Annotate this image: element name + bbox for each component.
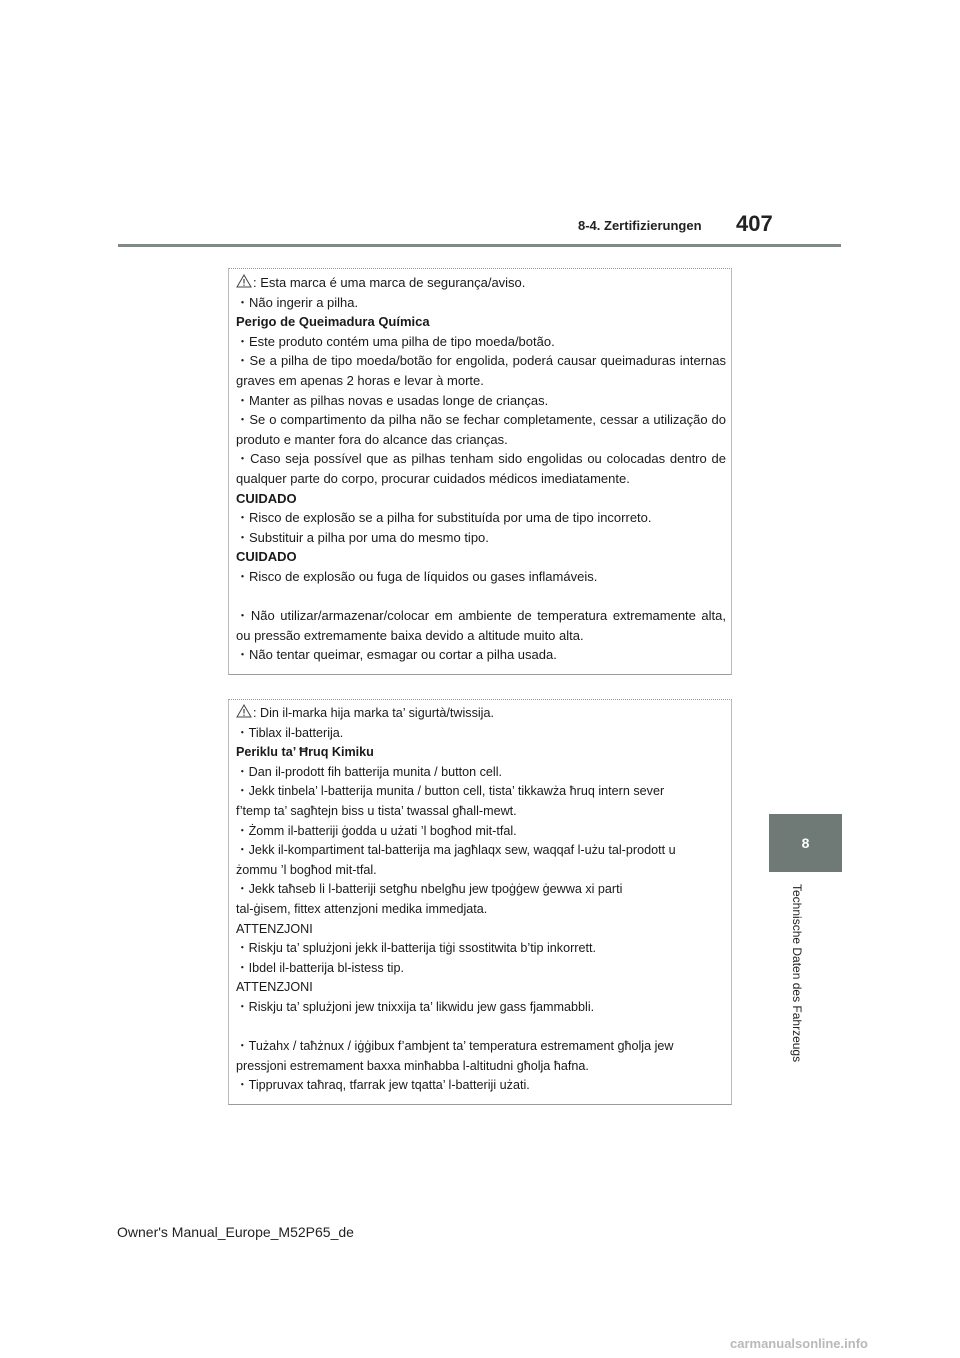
warning-line [236, 273, 726, 293]
contains-line: ・Este produto contém uma pilha de tipo moeda/botão. [236, 333, 555, 349]
keep-away-line: ・Manter as pilhas novas e usadas longe de crianças. [236, 392, 549, 408]
swallowed-paragraph: ・Se a pilha de tipo moeda/botão for engolida, poderá causar queimaduras internas graves em apenas 2 horas e levar à morte. [236, 353, 726, 388]
compartment-line-2: żommu ’l bogħod mit-tfal. [236, 862, 377, 877]
temperature-line-1: ・Tużahx / taħżnux / iġġibux f’ambjent ta’ temperatura estremament għolja jew [236, 1039, 674, 1054]
caution-heading-2: CUIDADO [236, 549, 297, 565]
caution-heading-2: ATTENZJONI [236, 980, 313, 995]
warning-text: : Esta marca é uma marca de segurança/aviso. [253, 275, 526, 290]
warning-line [236, 704, 726, 724]
warning-triangle-icon [236, 704, 252, 718]
footer-doc-id: Owner's Manual_Europe_M52P65_de [117, 1224, 354, 1240]
temperature-paragraph: ・Não utilizar/armazenar/colocar em ambiente de temperatura extremamente alta, ou pressão extremamente baixa devido a altitude muito alta. [236, 608, 726, 643]
burn-heading: Periklu ta’ Ħruq Kimiku [236, 745, 374, 760]
chapter-number: 8 [801, 835, 810, 851]
spacer [236, 587, 726, 607]
contains-line: ・Dan il-prodott fih batterija munita / button cell. [236, 764, 502, 779]
warning-triangle-icon [236, 274, 252, 288]
caution-heading-1: CUIDADO [236, 490, 297, 506]
compartment-line-1: ・Jekk il-kompartiment tal-batterija ma jagħlaqx sew, waqqaf l-użu tal-prodott u [236, 843, 676, 858]
replace-line: ・Ibdel il-batterija bl-istess tip. [236, 960, 404, 975]
explosion-line-2: ・Risco de explosão ou fuga de líquidos ou gases inflamáveis. [236, 568, 598, 584]
no-ingest-line: ・Tiblax il-batterija. [236, 725, 344, 740]
no-burn-line: ・Não tentar queimar, esmagar ou cortar a pilha usada. [236, 647, 557, 663]
watermark: carmanualsonline.info [730, 1336, 868, 1351]
compartment-paragraph: ・Se o compartimento da pilha não se fechar completamente, cessar a utilização do produto e manter fora do alcance das crianças. [236, 412, 726, 447]
no-burn-line: ・Tippruvax taħraq, tfarrak jew tqatta’ l-batteriji użati. [236, 1078, 530, 1093]
chapter-side-title: Technische Daten des Fahrzeugs [790, 884, 804, 1063]
warning-text: : Din il-marka hija marka ta’ sigurtà/twissija. [253, 706, 494, 720]
swallowed-line-1: ・Jekk tinbela’ l-batterija munita / button cell, tista’ tikkawża ħruq intern sever [236, 784, 665, 799]
explosion-line-1: ・Risco de explosão se a pilha for substituída por uma de tipo incorreto. [236, 510, 652, 526]
caution-heading-1: ATTENZJONI [236, 921, 313, 936]
medical-paragraph: ・Caso seja possível que as pilhas tenham sido engolidas ou colocadas dentro de qualquer parte do corpo, procurar cuidados médicos imediatamente. [236, 451, 726, 486]
explosion-line-2: ・Riskju ta’ splużjoni jew tnixxija ta’ likwidu jew gass fjammabbli. [236, 999, 595, 1014]
swallowed-line-2: f’temp ta’ sagħtejn biss u tista’ twassal għall-mewt. [236, 803, 517, 818]
notice-box-maltese [228, 699, 732, 1105]
keep-away-line: ・Żomm il-batteriji ġodda u użati ’l bogħod mit-tfal. [236, 823, 517, 838]
header-rule [118, 244, 841, 247]
spacer [236, 1018, 726, 1038]
notice-box-portuguese [228, 268, 732, 675]
medical-line-1: ・Jekk taħseb li l-batteriji setgħu nbelgħu jew tpoġġew ġewwa xi parti [236, 882, 623, 897]
burn-heading: Perigo de Queimadura Química [236, 314, 430, 330]
no-ingest-line: ・Não ingerir a pilha. [236, 294, 359, 310]
replace-line: ・Substituir a pilha por uma do mesmo tipo. [236, 529, 489, 545]
chapter-tab [769, 814, 842, 872]
explosion-line-1: ・Riskju ta’ splużjoni jekk il-batterija tiġi ssostitwita b’tip inkorrett. [236, 941, 596, 956]
page-number: 407 [736, 211, 773, 236]
section-title: 8-4. Zertifizierungen [578, 218, 702, 233]
medical-line-2: tal-ġisem, fittex attenzjoni medika immedjata. [236, 901, 488, 916]
temperature-line-2: pressjoni estremament baxxa minħabba l-altitudni għolja ħafna. [236, 1058, 589, 1073]
